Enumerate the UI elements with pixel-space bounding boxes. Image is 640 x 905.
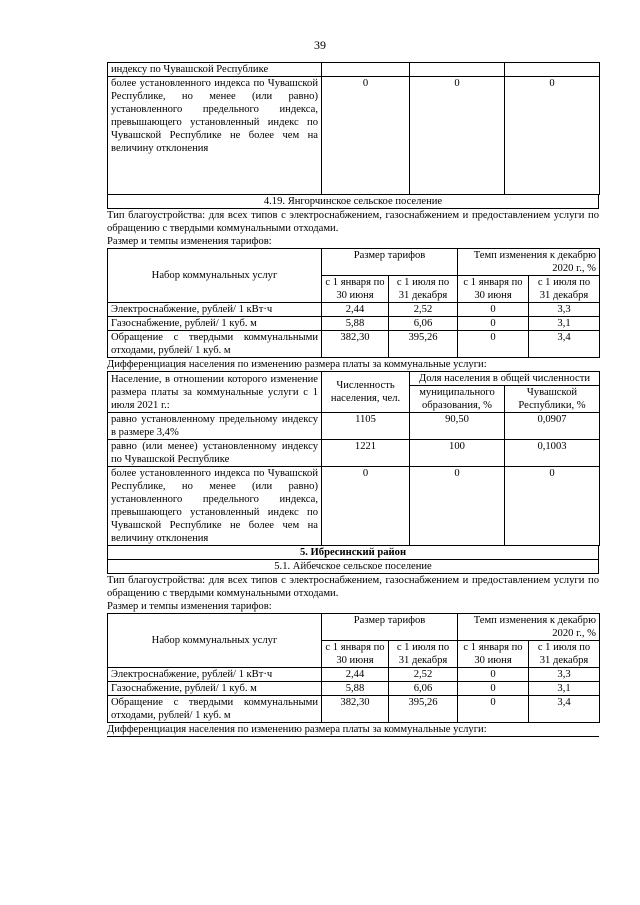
- improvement-type-text: Тип благоустройства: для всех типов с электроснабжением, газоснабжением и предоставлением услуги по обращению с твердыми коммунальными отходами.: [107, 575, 599, 599]
- table-row: [108, 303, 600, 317]
- table-cell: 5,88: [322, 682, 389, 696]
- table-row: [108, 77, 600, 195]
- table-cell: 0: [410, 77, 505, 195]
- table-row: [108, 413, 600, 440]
- table-row: [108, 317, 600, 331]
- tariffs-col-header: с 1 июля по 31 декабря: [389, 641, 458, 668]
- table-row: [108, 682, 600, 696]
- table-cell: 395,26: [389, 331, 458, 358]
- tariffs-col-header: с 1 июля по 31 декабря: [529, 641, 600, 668]
- tariffs-col-header: Набор коммунальных услуг: [108, 614, 322, 668]
- table-row: [108, 467, 600, 546]
- page-number: 39: [314, 38, 326, 52]
- table-cell: 0: [410, 467, 505, 546]
- table-cell: 3,4: [529, 331, 600, 358]
- table-cell: 2,52: [389, 303, 458, 317]
- tariffs-col-header: с 1 июля по 31 декабря: [529, 276, 600, 303]
- table-cell: 0,1003: [505, 440, 600, 467]
- table-cell: 3,3: [529, 303, 600, 317]
- table-cell: 0: [322, 467, 410, 546]
- tariffs-col-header: с 1 января по 30 июня: [322, 641, 389, 668]
- table-cell: 0: [505, 77, 600, 195]
- table-cell: Газоснабжение, рублей/ 1 куб. м: [108, 317, 322, 331]
- tariffs-table: [107, 248, 600, 358]
- table-cell: 5,88: [322, 317, 389, 331]
- tariffs-caption: Размер и темпы изменения тарифов:: [107, 601, 272, 612]
- section-heading: 5.1. Айбечское сельское поселение: [108, 560, 599, 574]
- table-row: [108, 696, 600, 723]
- district-heading-table: [107, 546, 599, 574]
- table-cell: 0: [322, 77, 410, 195]
- table-cell: индексу по Чувашской Республике: [108, 63, 322, 77]
- table-cell: более установленного индекса по Чувашской Республике, но менее (или равно) установленного предельного индекса, превышающего установленный индекс по Чувашской Республике не более чем на величину отклонения: [108, 467, 322, 546]
- table-cell: 3,1: [529, 682, 600, 696]
- diff-col-header: Чувашской Республики, %: [505, 386, 600, 413]
- tariffs-table: [107, 613, 600, 723]
- diff-col-header: Доля населения в общей численности: [410, 372, 600, 386]
- table-cell: 3,4: [529, 696, 600, 723]
- diff-caption: Дифференциация населения по изменению размера платы за коммунальные услуги:: [107, 359, 487, 370]
- improvement-type-text: Тип благоустройства: для всех типов с электроснабжением, газоснабжением и предоставлением услуги по обращению с твердыми коммунальными отходами.: [107, 210, 599, 234]
- table-cell: равно установленному предельному индексу в размере 3,4%: [108, 413, 322, 440]
- table-cell: 0,0907: [505, 413, 600, 440]
- table-cell: 0: [458, 682, 529, 696]
- table-cell: 0: [458, 303, 529, 317]
- tariffs-col-header: с 1 января по 30 июня: [322, 276, 389, 303]
- table-cell: 6,06: [389, 682, 458, 696]
- document-body: [107, 62, 599, 737]
- table-cell: Обращение с твердыми коммунальными отходами, рублей/ 1 куб. м: [108, 696, 322, 723]
- district-heading: 5. Ибресинский район: [108, 546, 599, 560]
- table-cell: 3,3: [529, 668, 600, 682]
- tariffs-col-header: Темп изменения к декабрю 2020 г., %: [458, 614, 600, 641]
- section-heading-table: [107, 195, 599, 209]
- table-cell: 2,52: [389, 668, 458, 682]
- continuation-table: [107, 62, 600, 195]
- tariffs-caption: Размер и темпы изменения тарифов:: [107, 236, 272, 247]
- table-cell: 0: [505, 467, 600, 546]
- table-cell: 0: [458, 668, 529, 682]
- table-row: [108, 440, 600, 467]
- table-cell: 6,06: [389, 317, 458, 331]
- tariffs-col-header: Размер тарифов: [322, 249, 458, 276]
- diff-col-header: муниципального образования, %: [410, 386, 505, 413]
- table-cell: 2,44: [322, 668, 389, 682]
- diff-col-header: Численность населения, чел.: [322, 372, 410, 413]
- table-cell: 0: [458, 696, 529, 723]
- table-cell: 100: [410, 440, 505, 467]
- table-row: [108, 331, 600, 358]
- table-cell: 1105: [322, 413, 410, 440]
- table-cell: 90,50: [410, 413, 505, 440]
- table-cell: равно (или менее) установленному индексу по Чувашской Республике: [108, 440, 322, 467]
- table-cell: Электроснабжение, рублей/ 1 кВт·ч: [108, 303, 322, 317]
- tariffs-col-header: с 1 января по 30 июня: [458, 641, 529, 668]
- table-cell: 1221: [322, 440, 410, 467]
- table-cell: 382,30: [322, 331, 389, 358]
- table-cell: Газоснабжение, рублей/ 1 куб. м: [108, 682, 322, 696]
- tariffs-col-header: Темп изменения к декабрю 2020 г., %: [458, 249, 600, 276]
- table-cell: 395,26: [389, 696, 458, 723]
- diff-col-header: Население, в отношении которого изменение размера платы за коммунальные услуги с 1 июля 2021 г.:: [108, 372, 322, 413]
- table-row: [108, 63, 600, 77]
- table-cell: более установленного индекса по Чувашской Республике, но менее (или равно) установленного предельного индекса, превышающего установленный индекс по Чувашской Республике не более чем на величину отклонения: [108, 77, 322, 195]
- table-cell: Электроснабжение, рублей/ 1 кВт·ч: [108, 668, 322, 682]
- tariffs-col-header: с 1 июля по 31 декабря: [389, 276, 458, 303]
- table-cell: 382,30: [322, 696, 389, 723]
- table-row: [108, 668, 600, 682]
- tariffs-col-header: Размер тарифов: [322, 614, 458, 641]
- table-cell: 0: [458, 331, 529, 358]
- diff-caption: Дифференциация населения по изменению размера платы за коммунальные услуги:: [107, 723, 599, 737]
- tariffs-col-header: с 1 января по 30 июня: [458, 276, 529, 303]
- table-cell: 2,44: [322, 303, 389, 317]
- differentiation-table: [107, 371, 600, 546]
- table-cell: 3,1: [529, 317, 600, 331]
- tariffs-col-header: Набор коммунальных услуг: [108, 249, 322, 303]
- table-cell: Обращение с твердыми коммунальными отходами, рублей/ 1 куб. м: [108, 331, 322, 358]
- section-heading: 4.19. Янгорчинское сельское поселение: [108, 195, 599, 209]
- table-cell: 0: [458, 317, 529, 331]
